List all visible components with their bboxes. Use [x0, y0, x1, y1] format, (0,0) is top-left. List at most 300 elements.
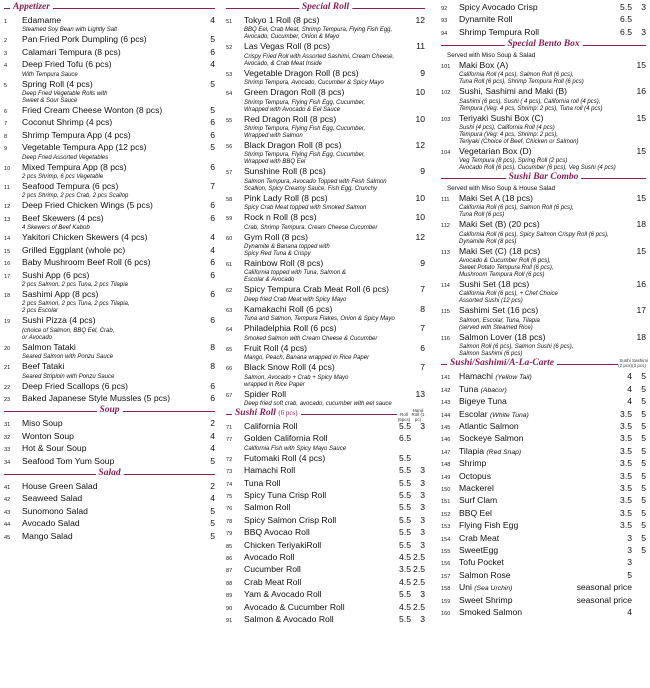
menu-item-8 [4, 130, 215, 142]
item-name [459, 508, 614, 518]
item-price: 6 [210, 212, 215, 223]
menu-item-21 [4, 361, 215, 380]
item-name-text: Spicy Salmon Crisp Roll [244, 514, 337, 525]
item-price: 15 [636, 245, 646, 256]
item-name-text: Tokyo 1 Roll (8 pcs) [244, 15, 320, 25]
item-price: 7 [420, 323, 425, 334]
item-name-text: Golden California Roll [244, 433, 328, 444]
menu-item-115 [441, 305, 646, 331]
item-price: 4 [210, 493, 215, 504]
item-name [22, 443, 203, 453]
item-name-text: Grilled Eggplant (whole pc) [22, 244, 126, 255]
item-name [22, 59, 203, 69]
item-description: Wrapped with BBQ Eel [244, 159, 306, 166]
menu-item-row [441, 279, 646, 291]
item-description: 2 pcs Escolar [22, 308, 59, 315]
item-number: 101 [441, 63, 451, 70]
item-name-text: Beef Skewers (4 pcs) [22, 212, 104, 223]
item-name [244, 465, 393, 475]
item-name [244, 389, 413, 399]
item-name-text: Sashimi Set (16 pcs) [459, 305, 539, 316]
item-name [22, 79, 203, 89]
item-price-2: 5 [641, 532, 646, 543]
menu-item-103 [441, 113, 646, 146]
menu-item-row [441, 495, 646, 507]
menu-item-row [441, 305, 646, 317]
section-header-sushi-roll [226, 409, 425, 420]
menu-item-156 [441, 557, 646, 569]
item-number: 76 [226, 506, 233, 513]
item-number: 144 [441, 412, 451, 419]
menu-item-154 [441, 533, 646, 545]
menu-item-row [441, 86, 646, 98]
menu-item-row [226, 232, 425, 244]
item-description: Wrapped with Salmon [244, 133, 303, 140]
section-title [10, 2, 53, 12]
item-description: Salmon, Avocado + Crab + Spicy Mayo [244, 374, 349, 381]
item-description: (choice of Salmon, BBQ Eel, Crab, [22, 327, 115, 334]
menu-item-67 [226, 389, 425, 408]
item-name [459, 582, 577, 594]
item-price-1: seasonal price [576, 594, 632, 605]
item-name [459, 570, 614, 580]
item-name [459, 421, 614, 431]
item-name [244, 212, 413, 222]
item-name-text: Tofu Pocket [459, 557, 504, 568]
section-title-text: Appetizer [13, 2, 50, 12]
menu-item-20 [4, 342, 215, 361]
item-name-text: Maki Set (B) (20 pcs) [459, 219, 540, 230]
menu-item-row [441, 14, 646, 26]
item-name-text: Deep Fried Scallops (6 pcs) [22, 380, 129, 391]
menu-item-10 [4, 162, 215, 181]
item-name-text: Shrimp [459, 458, 487, 469]
item-name-text: Bigeye Tuna [459, 396, 507, 407]
item-name-text: SweetEgg [459, 544, 499, 555]
item-description: Seared Salmon with Ponzu Sauce [22, 354, 114, 361]
item-number: 12 [4, 204, 11, 211]
menu-item-row [4, 506, 215, 518]
item-number: 92 [441, 6, 448, 12]
item-name-text: Spider Roll [244, 388, 287, 399]
item-name-text: Deep Fried Chicken Wings (5 pcs) [22, 200, 153, 211]
item-name-note: (Red Snap) [486, 448, 522, 456]
menu-item-17 [4, 270, 215, 289]
menu-item-row [4, 15, 215, 27]
menu-item-33 [4, 443, 215, 455]
item-description: Shrimp Tempura, Flying Fish Egg, Cucumber, [244, 99, 366, 106]
item-name-text: Flying Fish Egg [459, 520, 519, 531]
menu-item-93 [441, 14, 646, 26]
menu-item-42 [4, 493, 215, 505]
item-number: 71 [226, 424, 233, 431]
item-price-1: 5.5 [399, 527, 411, 538]
menu-item-row [441, 545, 646, 557]
item-price-2: 5 [641, 507, 646, 518]
item-name [244, 362, 413, 372]
item-price-1: 5 [627, 569, 632, 580]
item-number: 17 [4, 273, 11, 280]
item-price: 8 [210, 361, 215, 372]
item-number: 67 [226, 392, 233, 399]
item-price: 15 [636, 192, 646, 203]
item-name [459, 483, 614, 493]
item-price: 10 [415, 87, 425, 98]
item-name-text: Shrimp Tempura App (4 pcs) [22, 129, 131, 140]
item-name-text: California Roll [244, 420, 298, 431]
item-name [244, 323, 413, 333]
item-name [244, 421, 393, 431]
item-price: 6 [210, 380, 215, 391]
item-price-1: 3.5 [620, 495, 632, 506]
item-name-text: Sockeye Salmon [459, 433, 524, 444]
menu-item-row [4, 361, 215, 373]
item-name-text: Avocado Roll [244, 551, 295, 562]
section-title [96, 405, 122, 415]
item-name [459, 595, 577, 605]
item-name-text: Coconut Shrimp (4 pcs) [22, 117, 113, 128]
item-number: 64 [226, 327, 233, 334]
menu-item-row [226, 478, 425, 490]
item-number: 45 [4, 534, 11, 541]
item-name [22, 493, 203, 503]
item-description: Teriyaki (Choice of Beef, Chicken or Salmon) [459, 138, 579, 145]
item-number: 154 [441, 536, 451, 543]
item-name [459, 146, 634, 156]
menu-item-row [441, 570, 646, 582]
menu-item-64 [226, 323, 425, 342]
menu-item-row [226, 362, 425, 374]
menu-item-87 [226, 564, 425, 576]
item-name-text: Rainbow Roll (8 pcs) [244, 258, 324, 269]
menu-item-row [441, 458, 646, 470]
item-name-text: Philadelphia Roll (6 pcs) [244, 323, 337, 334]
section-header-special-roll [226, 3, 425, 14]
item-price: 10 [415, 212, 425, 223]
menu-item-row [4, 270, 215, 282]
item-name [459, 471, 614, 481]
section-header-sushi-sashimi-a-la-carte [441, 358, 649, 370]
item-number: 91 [226, 618, 233, 624]
menu-item-90 [226, 602, 425, 614]
item-name [459, 384, 614, 396]
item-price-2: 5 [641, 420, 646, 431]
item-price-1: 4.5 [399, 601, 411, 612]
item-price: 2 [210, 418, 215, 429]
menu-item-4 [4, 59, 215, 78]
item-price-2: 2.5 [413, 551, 425, 562]
item-description: Salmon Roll (6 pcs), Salmon Sushi (6 pcs), [459, 344, 574, 351]
item-name [459, 495, 614, 505]
menu-item-row [226, 15, 425, 27]
item-number: 13 [4, 216, 11, 223]
item-price-2: 3 [420, 489, 425, 500]
item-number: 56 [226, 144, 233, 151]
item-name [22, 381, 203, 391]
item-description: Avocado Roll (6 pcs), Cucumber (6 pcs), Veg Sushi (4 pcs) [459, 165, 616, 172]
item-description: Shrimp Tempura, Avocado, Cucumber & Spicy Mayo [244, 80, 384, 87]
price-header-2: Sashimi (3 pcs) [632, 358, 649, 368]
item-name-text: Shrimp Tempura Roll [459, 26, 540, 37]
item-name-text: Spring Roll (4 pcs) [22, 78, 93, 89]
menu-item-60 [226, 232, 425, 258]
item-name-text: Salmon & Avocado Roll [244, 614, 334, 624]
menu-item-row [226, 421, 425, 433]
item-name-text: Sushi App (6 pcs) [22, 269, 90, 280]
item-price: 6 [420, 342, 425, 353]
item-name [459, 433, 614, 443]
item-name-text: Escolar [459, 408, 488, 419]
section-title-text: Sushi Roll [235, 407, 276, 418]
menu-item-45 [4, 531, 215, 543]
item-name-text: Smoked Salmon [459, 607, 523, 617]
item-name-text: Sushi, Sashimi and Maki (B) [459, 86, 567, 97]
menu-item-row [441, 483, 646, 495]
menu-item-63 [226, 304, 425, 323]
item-price-2: 2.5 [413, 576, 425, 587]
item-price: 9 [420, 67, 425, 78]
menu-item-row [4, 481, 215, 493]
item-number: 102 [441, 90, 451, 97]
section-header-special-bento-box [441, 40, 646, 51]
item-description: With Tempura Sauce [22, 71, 78, 78]
item-name [22, 342, 203, 352]
item-name [244, 589, 393, 599]
menu-item-row [4, 245, 215, 257]
menu-column-right [441, 2, 649, 686]
item-description: California topped with Tuna, Salmon & [244, 270, 346, 277]
item-number: 111 [441, 196, 450, 203]
item-price-2: 5 [641, 458, 646, 469]
item-number: 66 [226, 366, 233, 373]
menu-item-row [226, 614, 425, 626]
menu-item-72 [226, 453, 425, 465]
item-price-1: 4.5 [399, 551, 411, 562]
item-description: 4 Skewers of Beef Kabob [22, 225, 90, 232]
item-name [244, 564, 393, 574]
item-price-2: 5 [641, 408, 646, 419]
item-number: 34 [4, 459, 11, 466]
item-number: 79 [226, 531, 233, 538]
item-description: Avocado & Cucumber Roll (6 pcs), [459, 258, 551, 265]
item-price: 5 [210, 105, 215, 116]
menu-item-73 [226, 465, 425, 477]
item-name-text: Sweet Shrimp [459, 594, 513, 605]
item-name [244, 258, 413, 268]
item-price-1: 3.5 [620, 420, 632, 431]
menu-item-19 [4, 315, 215, 341]
item-name [22, 270, 203, 280]
item-name-text: Maki Set A (18 pcs) [459, 192, 534, 203]
menu-item-54 [226, 87, 425, 113]
menu-item-160 [441, 607, 646, 619]
item-name [459, 332, 634, 342]
menu-item-row [441, 446, 646, 458]
item-name-text: Surf Clam [459, 495, 498, 506]
menu-item-row [226, 87, 425, 99]
menu-item-61 [226, 258, 425, 284]
menu-item-89 [226, 589, 425, 601]
item-number: 54 [226, 91, 233, 98]
item-name [22, 393, 203, 403]
item-number: 65 [226, 346, 233, 353]
item-description: Crab, Shrimp Tempura, Cream Cheese Cucumber [244, 224, 378, 231]
item-name-text: Spicy Avocado Crisp [459, 2, 538, 12]
section-header-sushi-bar-combo [441, 173, 646, 184]
item-description: or Avocado [22, 334, 53, 341]
item-name-text: Sunshine Roll (8 pcs) [244, 166, 326, 177]
item-name [22, 245, 203, 255]
menu-item-row [4, 213, 215, 225]
item-price-1: 5.5 [399, 477, 411, 488]
item-number: 75 [226, 493, 233, 500]
item-price: 15 [636, 59, 646, 70]
item-number: 10 [4, 165, 11, 172]
item-price: 4 [210, 59, 215, 70]
menu-column-middle [226, 2, 425, 686]
item-description: Shrimp Tempura, Flying Fish Egg, Cucumber, [244, 152, 366, 159]
menu-item-row [4, 393, 215, 405]
item-price: 10 [415, 113, 425, 124]
item-number: 20 [4, 345, 11, 352]
item-price: 8 [210, 341, 215, 352]
menu-item-row [441, 371, 646, 383]
item-name [244, 15, 413, 25]
menu-item-row [441, 421, 646, 433]
menu-item-51 [226, 15, 425, 41]
item-description: California Roll (4 pcs), Salmon Roll (6 pcs), [459, 72, 574, 79]
item-number: 78 [226, 518, 233, 525]
item-number: 74 [226, 481, 233, 488]
menu-item-141 [441, 371, 646, 383]
menu-item-23 [4, 393, 215, 405]
item-number: 90 [226, 605, 233, 612]
item-name [459, 396, 614, 406]
item-name-text: Maki Set (C) (18 pcs) [459, 245, 541, 256]
item-number: 159 [441, 598, 451, 605]
item-name [459, 520, 614, 530]
item-name [244, 478, 393, 488]
item-price: 6 [210, 161, 215, 172]
item-number: 31 [4, 422, 11, 429]
item-description: Scallion, Spicy Creamy Sauce, Fish Egg, Crunchy [244, 185, 378, 192]
item-number: 19 [4, 319, 11, 326]
menu-item-144 [441, 409, 646, 421]
item-name [22, 506, 203, 516]
item-price: 7 [420, 362, 425, 373]
section-title-text: Sushi Bar Combo [508, 172, 579, 183]
item-name [22, 289, 203, 299]
menu-item-row [226, 490, 425, 502]
item-number: 77 [226, 437, 233, 444]
item-price-2: 5 [641, 544, 646, 555]
menu-item-11 [4, 181, 215, 200]
menu-item-142 [441, 384, 646, 396]
item-price: 13 [415, 388, 425, 399]
item-price-1: 3.5 [620, 408, 632, 419]
menu-item-157 [441, 570, 646, 582]
item-description: 2 pcs Salmon, 2 pcs Tuna, 2 pcs Tilapia, [22, 301, 130, 308]
menu-item-row [441, 113, 646, 125]
price-header-1: Roll (6pcs) [397, 412, 411, 422]
menu-item-row [441, 27, 646, 39]
item-description: California Roll (6 pcs), + Chef Choice [459, 291, 558, 298]
menu-item-row [226, 140, 425, 152]
item-name [244, 453, 393, 463]
item-price-1: 5.5 [399, 452, 411, 463]
menu-item-91 [226, 614, 425, 626]
menu-item-row [4, 289, 215, 301]
item-name [244, 87, 413, 97]
item-name-text: Salmon Roll [244, 502, 291, 513]
menu-item-row [4, 34, 215, 46]
item-name-text: Green Dragon Roll (8 pcs) [244, 87, 345, 98]
item-price: 6 [210, 269, 215, 280]
item-price: 6 [210, 257, 215, 268]
item-name [244, 515, 393, 525]
item-number: 62 [226, 288, 233, 295]
item-name [244, 490, 393, 500]
item-price: 5 [210, 518, 215, 529]
menu-item-row [226, 343, 425, 355]
item-price-2: 2.5 [413, 601, 425, 612]
menu-item-row [441, 582, 646, 594]
menu-item-57 [226, 166, 425, 192]
item-description: Smoked Salmon with Cream Cheese & Cucumber [244, 335, 378, 342]
item-number: 5 [4, 82, 8, 89]
menu-item-row [226, 602, 425, 614]
item-number: 51 [226, 19, 233, 25]
item-price-2: 5 [641, 482, 646, 493]
item-price-1: 3.5 [620, 482, 632, 493]
menu-item-113 [441, 246, 646, 279]
item-description: 2 pcs Shrimp, 6 pcs Vegetable [22, 174, 104, 181]
item-description: Sushi (4 pcs), California Roll (4 pcs) [459, 124, 555, 131]
item-name-text: Seafood Tempura (6 pcs) [22, 181, 119, 192]
item-number: 146 [441, 437, 451, 444]
item-description: Veg Tempura (8 pcs), Spring Roll (2 pcs) [459, 158, 568, 165]
price-header-1: Sushi (2 pcs) [618, 358, 632, 368]
item-name [459, 545, 614, 555]
item-description: Assorted Sushi (12 pcs) [459, 298, 523, 305]
menu-item-row [441, 246, 646, 258]
item-price-2: 5 [641, 495, 646, 506]
item-description: Deep fried Crab Meat with Spicy Mayo [244, 296, 347, 303]
item-name-text: Seafood Tom Yum Soup [22, 455, 115, 466]
menu-item-row [226, 68, 425, 80]
menu-item-row [4, 431, 215, 443]
item-number: 104 [441, 149, 451, 156]
menu-item-58 [226, 193, 425, 212]
menu-item-row [4, 257, 215, 269]
item-name [244, 343, 413, 353]
menu-item-row [441, 409, 646, 421]
menu-item-row [4, 342, 215, 354]
item-price: 6 [210, 200, 215, 211]
item-name-note: (White Tuna) [490, 411, 529, 419]
menu-item-59 [226, 212, 425, 231]
menu-item-155 [441, 545, 646, 557]
item-price-2: 5 [641, 396, 646, 407]
menu-item-112 [441, 219, 646, 245]
item-name-text: Wonton Soup [22, 430, 74, 441]
menu-item-53 [226, 68, 425, 87]
item-price-1: 3.5 [620, 433, 632, 444]
item-name [244, 41, 413, 51]
item-description: Spicy Red Tuna & Crispy [244, 251, 311, 258]
item-price-1: 6.5 [620, 26, 632, 37]
item-name-note: (Yellow Tail) [495, 374, 532, 382]
